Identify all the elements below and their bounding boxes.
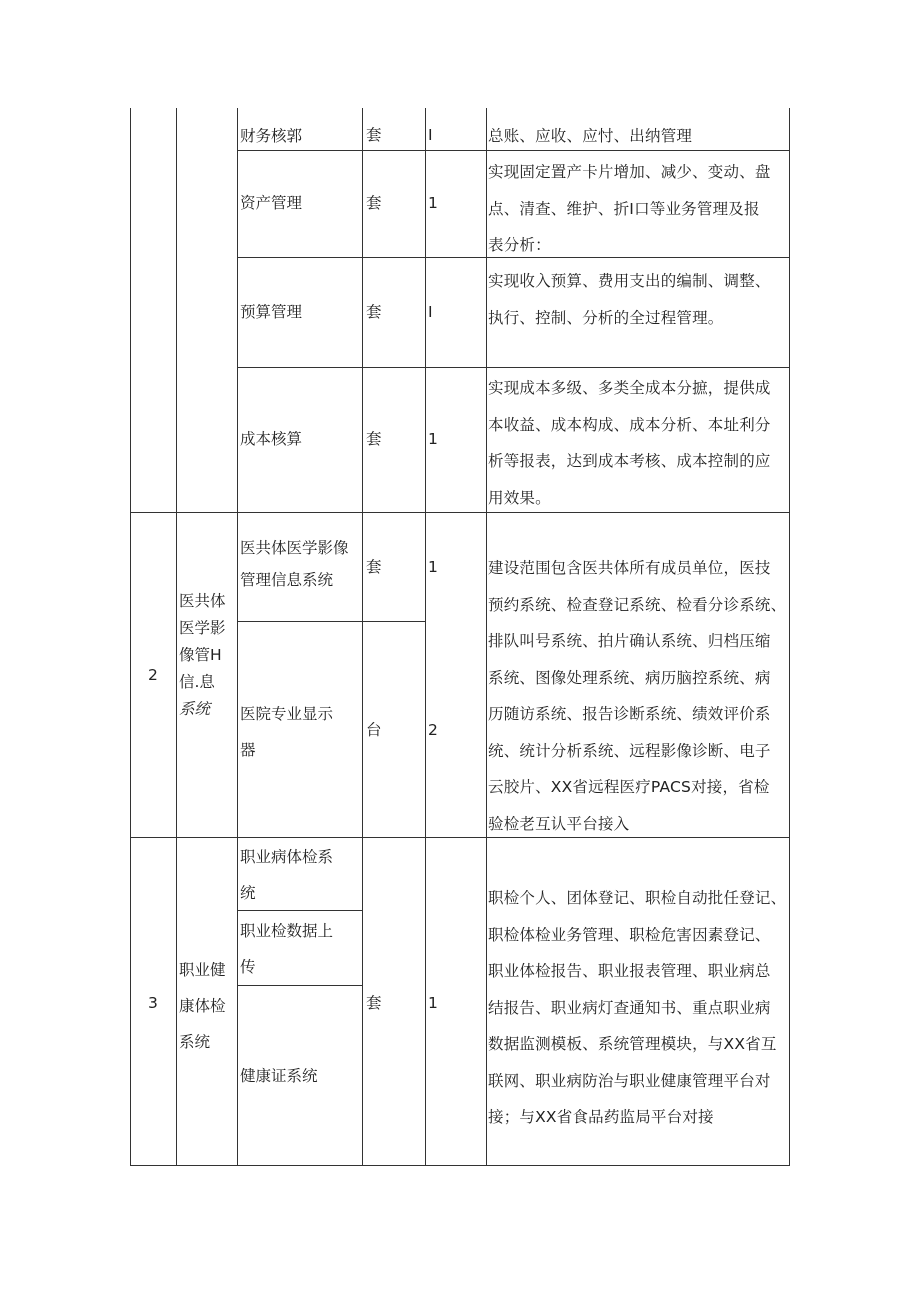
table-border [486,108,487,1166]
description-line: 统、统计分析系统、远程影像诊断、电子 [488,741,771,760]
item-name [240,839,333,911]
description-line: 执行、控制、分析的全过程管理。 [488,308,724,327]
description-cell [488,370,771,516]
qty-cell [428,185,438,222]
qty-cell [428,712,438,749]
quantity: I [428,303,433,321]
item-name-line: 健康证系统 [240,1067,318,1085]
item-name-line: 统 [240,884,256,902]
item-name [240,913,333,985]
unit: 套 [366,994,382,1012]
item-name: 预算管理 [240,303,303,321]
item-name [240,532,349,596]
qty-cell [428,294,433,331]
table-border [237,985,362,986]
unit-cell [366,294,382,331]
unit-cell [366,185,382,222]
description-line: 系统、图像处理系统、病历脑控系统、病 [488,668,771,687]
unit-cell [366,549,382,586]
item-name-line: 管理信息系统 [240,571,334,589]
item-name-line: 职业病体检系 [240,848,334,866]
unit-cell [366,421,382,458]
item-name-line: 医共体医学影像 [240,539,349,557]
description-line: 排队叫号系统、拍片确认系统、归档压缩 [488,632,771,650]
description-line: 结报告、职业病灯查通知书、重点职业病 [488,998,771,1017]
unit-cell [366,985,382,1022]
description-line: 用效果。 [488,488,551,507]
qty-cell [428,549,438,586]
quantity: 2 [428,721,438,739]
description-line: 预约系统、检查登记系统、检看分诊系统、 [488,595,787,614]
table-border [176,108,177,1166]
table-row [240,294,302,331]
unit-cell [366,712,382,749]
table-border [789,108,790,1166]
qty-cell [428,421,438,458]
description-line: 实现固定置产卡片增加、减少、变动、盘 [488,163,771,181]
description-line: 实现成本多级、多类全成本分摭，提供成 [488,379,771,397]
quantity: 1 [428,194,438,212]
table-border [425,108,426,1166]
description-line: 职业体检报告、职业报表管理、职业病总 [488,962,771,980]
row-number [148,657,158,694]
description-line: 数据监测模板、系统管理模块，与XX省互 [488,1035,777,1053]
quantity: 1 [428,994,438,1012]
unit: 套 [366,126,382,144]
description-cell [488,118,692,155]
system-name [179,588,226,723]
description-line: 本收益、成本构成、成本分析、本址利分 [488,415,771,434]
item-name: 财务核郭 [240,126,303,145]
system-name-line: 系统 [179,700,211,718]
item-name-line: 职业检数据上 [240,922,334,940]
item-name-line: 医院专业显示 [240,705,334,723]
item-name-line: 器 [240,741,256,759]
description-line: 建设范围包含医共体所有成员单位，医技 [488,559,771,577]
row-number-text: 2 [148,666,158,684]
description-line: 历随访系统、报告诊断系统、绩效评价系 [488,705,771,723]
quantity: I [428,126,433,144]
description-cell [488,154,771,264]
description-line: 验检老互认平台接入 [488,814,630,833]
system-name-line: 系统 [179,1033,211,1051]
description-line: 云胶片、XX省远程医疗PACS对接，省检 [488,778,770,796]
system-name-line: 医学影 [179,619,226,637]
system-name-line: 康体检 [179,997,226,1015]
description-line: 接；与XX省食品药监局平台对接 [488,1108,714,1126]
row-number-text: 3 [148,994,158,1012]
qty-cell [428,117,433,154]
description-line: 实现收入预算、费用支出的编制、调整、 [488,272,771,290]
table-border [237,367,789,368]
table-row [240,118,302,154]
description-line: 职检个人、团体登记、职检自动批任登记、 [488,889,787,907]
system-name-line: 职业健 [179,961,226,979]
description-line: 析等报表，达到成本考核、成本控制的应 [488,452,771,470]
description-line: 联网、职业病防治与职业健康管理平台对 [488,1071,771,1090]
table-border [362,108,363,512]
item-name: 成本核算 [240,430,303,448]
description-cell [488,263,771,336]
unit-cell [366,117,382,154]
unit: 套 [366,558,382,576]
table-row [240,421,302,458]
description-cell [488,550,786,842]
quantity: 1 [428,558,438,576]
system-name-line: 医共体 [179,592,226,610]
item-name [240,696,333,768]
system-name-line: 信.息 [179,673,215,691]
unit: 套 [366,303,382,321]
system-name [179,952,226,1060]
item-name-line: 传 [240,958,256,976]
unit: 套 [366,194,382,212]
item-name: 资产管理 [240,194,303,212]
table-border [130,108,131,1166]
description-line: 表分析： [488,236,551,254]
description-cell [488,880,786,1136]
row-number [148,985,158,1022]
table-border [130,1165,790,1166]
item-name [240,1058,318,1095]
unit: 套 [366,430,382,448]
qty-cell [428,985,438,1022]
quantity: 1 [428,430,438,448]
table-row [240,185,302,222]
system-name-line: 像管H [179,646,222,664]
table-border [237,621,425,622]
description-line: 职检体检业务管理、职检危害因素登记、 [488,925,771,944]
table-border [237,108,238,1166]
description-line: 点、清查、维护、折I口等业务管理及报 [488,199,760,218]
unit: 台 [366,721,382,739]
description-line: 总账、应收、应忖、出纳管理 [488,127,693,145]
